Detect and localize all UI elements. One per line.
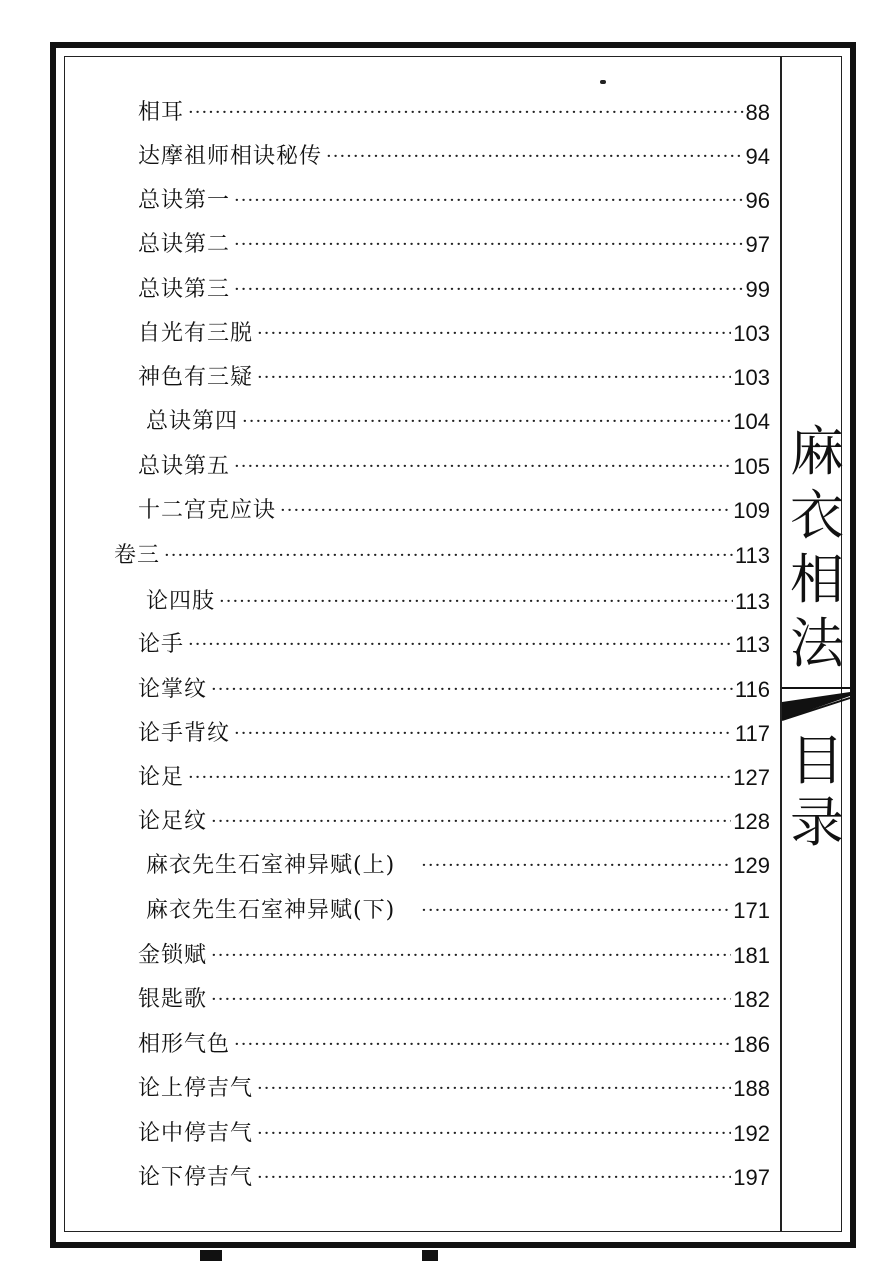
toc-entry-page: 104 <box>733 409 770 434</box>
toc-entry-page: 128 <box>733 809 770 834</box>
section-title-char: 目 <box>790 729 844 792</box>
toc-entry <box>138 674 770 706</box>
toc-entry <box>138 1073 770 1105</box>
toc-entry-title: 论下停吉气 <box>138 1165 254 1190</box>
leader-dots <box>257 1073 731 1105</box>
toc-entry-page: 96 <box>745 188 770 213</box>
leader-dots <box>234 718 733 750</box>
leader-dots <box>211 984 731 1016</box>
book-title-char: 法 <box>790 612 844 675</box>
toc-entry-title: 总诀第五 <box>138 454 231 479</box>
toc-entry-title: 总诀第四 <box>146 409 239 434</box>
scan-artifact-mark <box>200 1250 222 1261</box>
toc-entry-title: 达摩祖师相诀秘传 <box>138 144 323 169</box>
toc-entry <box>146 895 770 927</box>
leader-dots <box>257 362 731 394</box>
toc-entry-title: 论手背纹 <box>138 721 231 746</box>
leader-dots <box>421 895 731 927</box>
toc-entry-title: 论掌纹 <box>138 677 208 702</box>
toc-entry <box>146 850 770 882</box>
toc-entry <box>138 718 770 750</box>
toc-entry-page: 127 <box>733 765 770 790</box>
leader-dots <box>188 97 744 129</box>
toc-entry <box>138 495 770 527</box>
toc-entry-page: 97 <box>745 232 770 257</box>
toc-entry <box>138 806 770 838</box>
leader-dots <box>234 1029 731 1061</box>
toc-entry-page: 171 <box>733 898 770 923</box>
section-title-char: 录 <box>790 791 844 854</box>
leader-dots <box>164 540 733 572</box>
toc-entry-title: 总诀第三 <box>138 277 231 302</box>
leader-dots <box>234 274 744 306</box>
toc-entry-title: 总诀第一 <box>138 188 231 213</box>
toc-entry-page: 105 <box>733 454 770 479</box>
toc-entry-page: 181 <box>733 943 770 968</box>
leader-dots <box>326 141 744 173</box>
toc-entry <box>138 762 770 794</box>
toc-entry <box>138 451 770 483</box>
toc-entry-title: 神色有三疑 <box>138 365 254 390</box>
toc-entry-page: 103 <box>733 365 770 390</box>
leader-dots <box>234 451 731 483</box>
leader-dots <box>421 850 731 882</box>
toc-entry-page: 116 <box>734 677 770 702</box>
leader-dots <box>280 495 731 527</box>
toc-entry-title: 论上停吉气 <box>138 1076 254 1101</box>
section-title-vertical <box>784 730 850 854</box>
toc-entry <box>114 540 770 572</box>
toc-entry <box>146 586 770 618</box>
toc-entry-page: 117 <box>734 721 770 746</box>
toc-entry-page: 113 <box>734 632 770 657</box>
leader-dots <box>234 185 744 217</box>
toc-entry-title: 相形气色 <box>138 1032 231 1057</box>
toc-entry-page: 182 <box>733 987 770 1012</box>
toc-entry-title: 金锁赋 <box>138 943 208 968</box>
toc-entry-title: 银匙歌 <box>138 987 208 1012</box>
toc-entry <box>146 406 770 438</box>
toc-entry-page: 186 <box>733 1032 770 1057</box>
leader-dots <box>257 1162 731 1194</box>
toc-entry <box>138 940 770 972</box>
spine-wedge-divider <box>782 684 850 724</box>
leader-dots <box>188 629 733 661</box>
toc-entry-title: 论足纹 <box>138 809 208 834</box>
toc-entry <box>138 141 770 173</box>
toc-entry <box>138 274 770 306</box>
toc-entry-page: 88 <box>745 100 770 125</box>
toc-entry-page: 113 <box>734 543 770 568</box>
toc-entry-page: 94 <box>745 144 770 169</box>
toc-entry-page: 188 <box>733 1076 770 1101</box>
scan-artifact-mark <box>422 1250 438 1261</box>
toc-entry-page: 129 <box>733 853 770 878</box>
toc-entry <box>138 1162 770 1194</box>
toc-entry <box>138 97 770 129</box>
leader-dots <box>257 318 731 350</box>
toc-entry-title: 麻衣先生石室神异赋(上) <box>146 853 396 878</box>
book-title-char: 麻 <box>790 420 844 483</box>
toc-entry <box>138 318 770 350</box>
toc-entry-title: 十二宫克应诀 <box>138 498 277 523</box>
leader-dots <box>257 1118 731 1150</box>
toc-entry-title: 相耳 <box>138 100 185 125</box>
toc-entry-title: 论四肢 <box>146 589 216 614</box>
book-title-char: 相 <box>790 548 844 611</box>
toc-entry-page: 113 <box>734 589 770 614</box>
toc-entry <box>138 229 770 261</box>
toc-entry <box>138 984 770 1016</box>
toc-entry-title: 自光有三脱 <box>138 321 254 346</box>
toc-entry <box>138 1118 770 1150</box>
toc-entry-title: 卷三 <box>114 543 161 568</box>
toc-entry-title: 麻衣先生石室神异赋(下) <box>146 898 396 923</box>
toc-entry-page: 109 <box>733 498 770 523</box>
toc-entry <box>138 185 770 217</box>
leader-dots <box>188 762 731 794</box>
leader-dots <box>234 229 744 261</box>
toc-entry <box>138 629 770 661</box>
leader-dots <box>219 586 733 618</box>
toc-entry-page: 192 <box>733 1121 770 1146</box>
leader-dots <box>211 674 733 706</box>
leader-dots <box>211 806 731 838</box>
toc-entry-page: 103 <box>733 321 770 346</box>
toc-entry-title: 论手 <box>138 632 185 657</box>
book-title-char: 衣 <box>790 484 844 547</box>
toc-entry <box>138 362 770 394</box>
toc-entry-page: 99 <box>745 277 770 302</box>
leader-dots <box>242 406 731 438</box>
toc-entry-page: 197 <box>733 1165 770 1190</box>
book-title-vertical <box>784 420 850 676</box>
toc-entry-title: 总诀第二 <box>138 232 231 257</box>
leader-dots <box>211 940 731 972</box>
toc-entry <box>138 1029 770 1061</box>
toc-entry-title: 论中停吉气 <box>138 1121 254 1146</box>
toc-entry-title: 论足 <box>138 765 185 790</box>
